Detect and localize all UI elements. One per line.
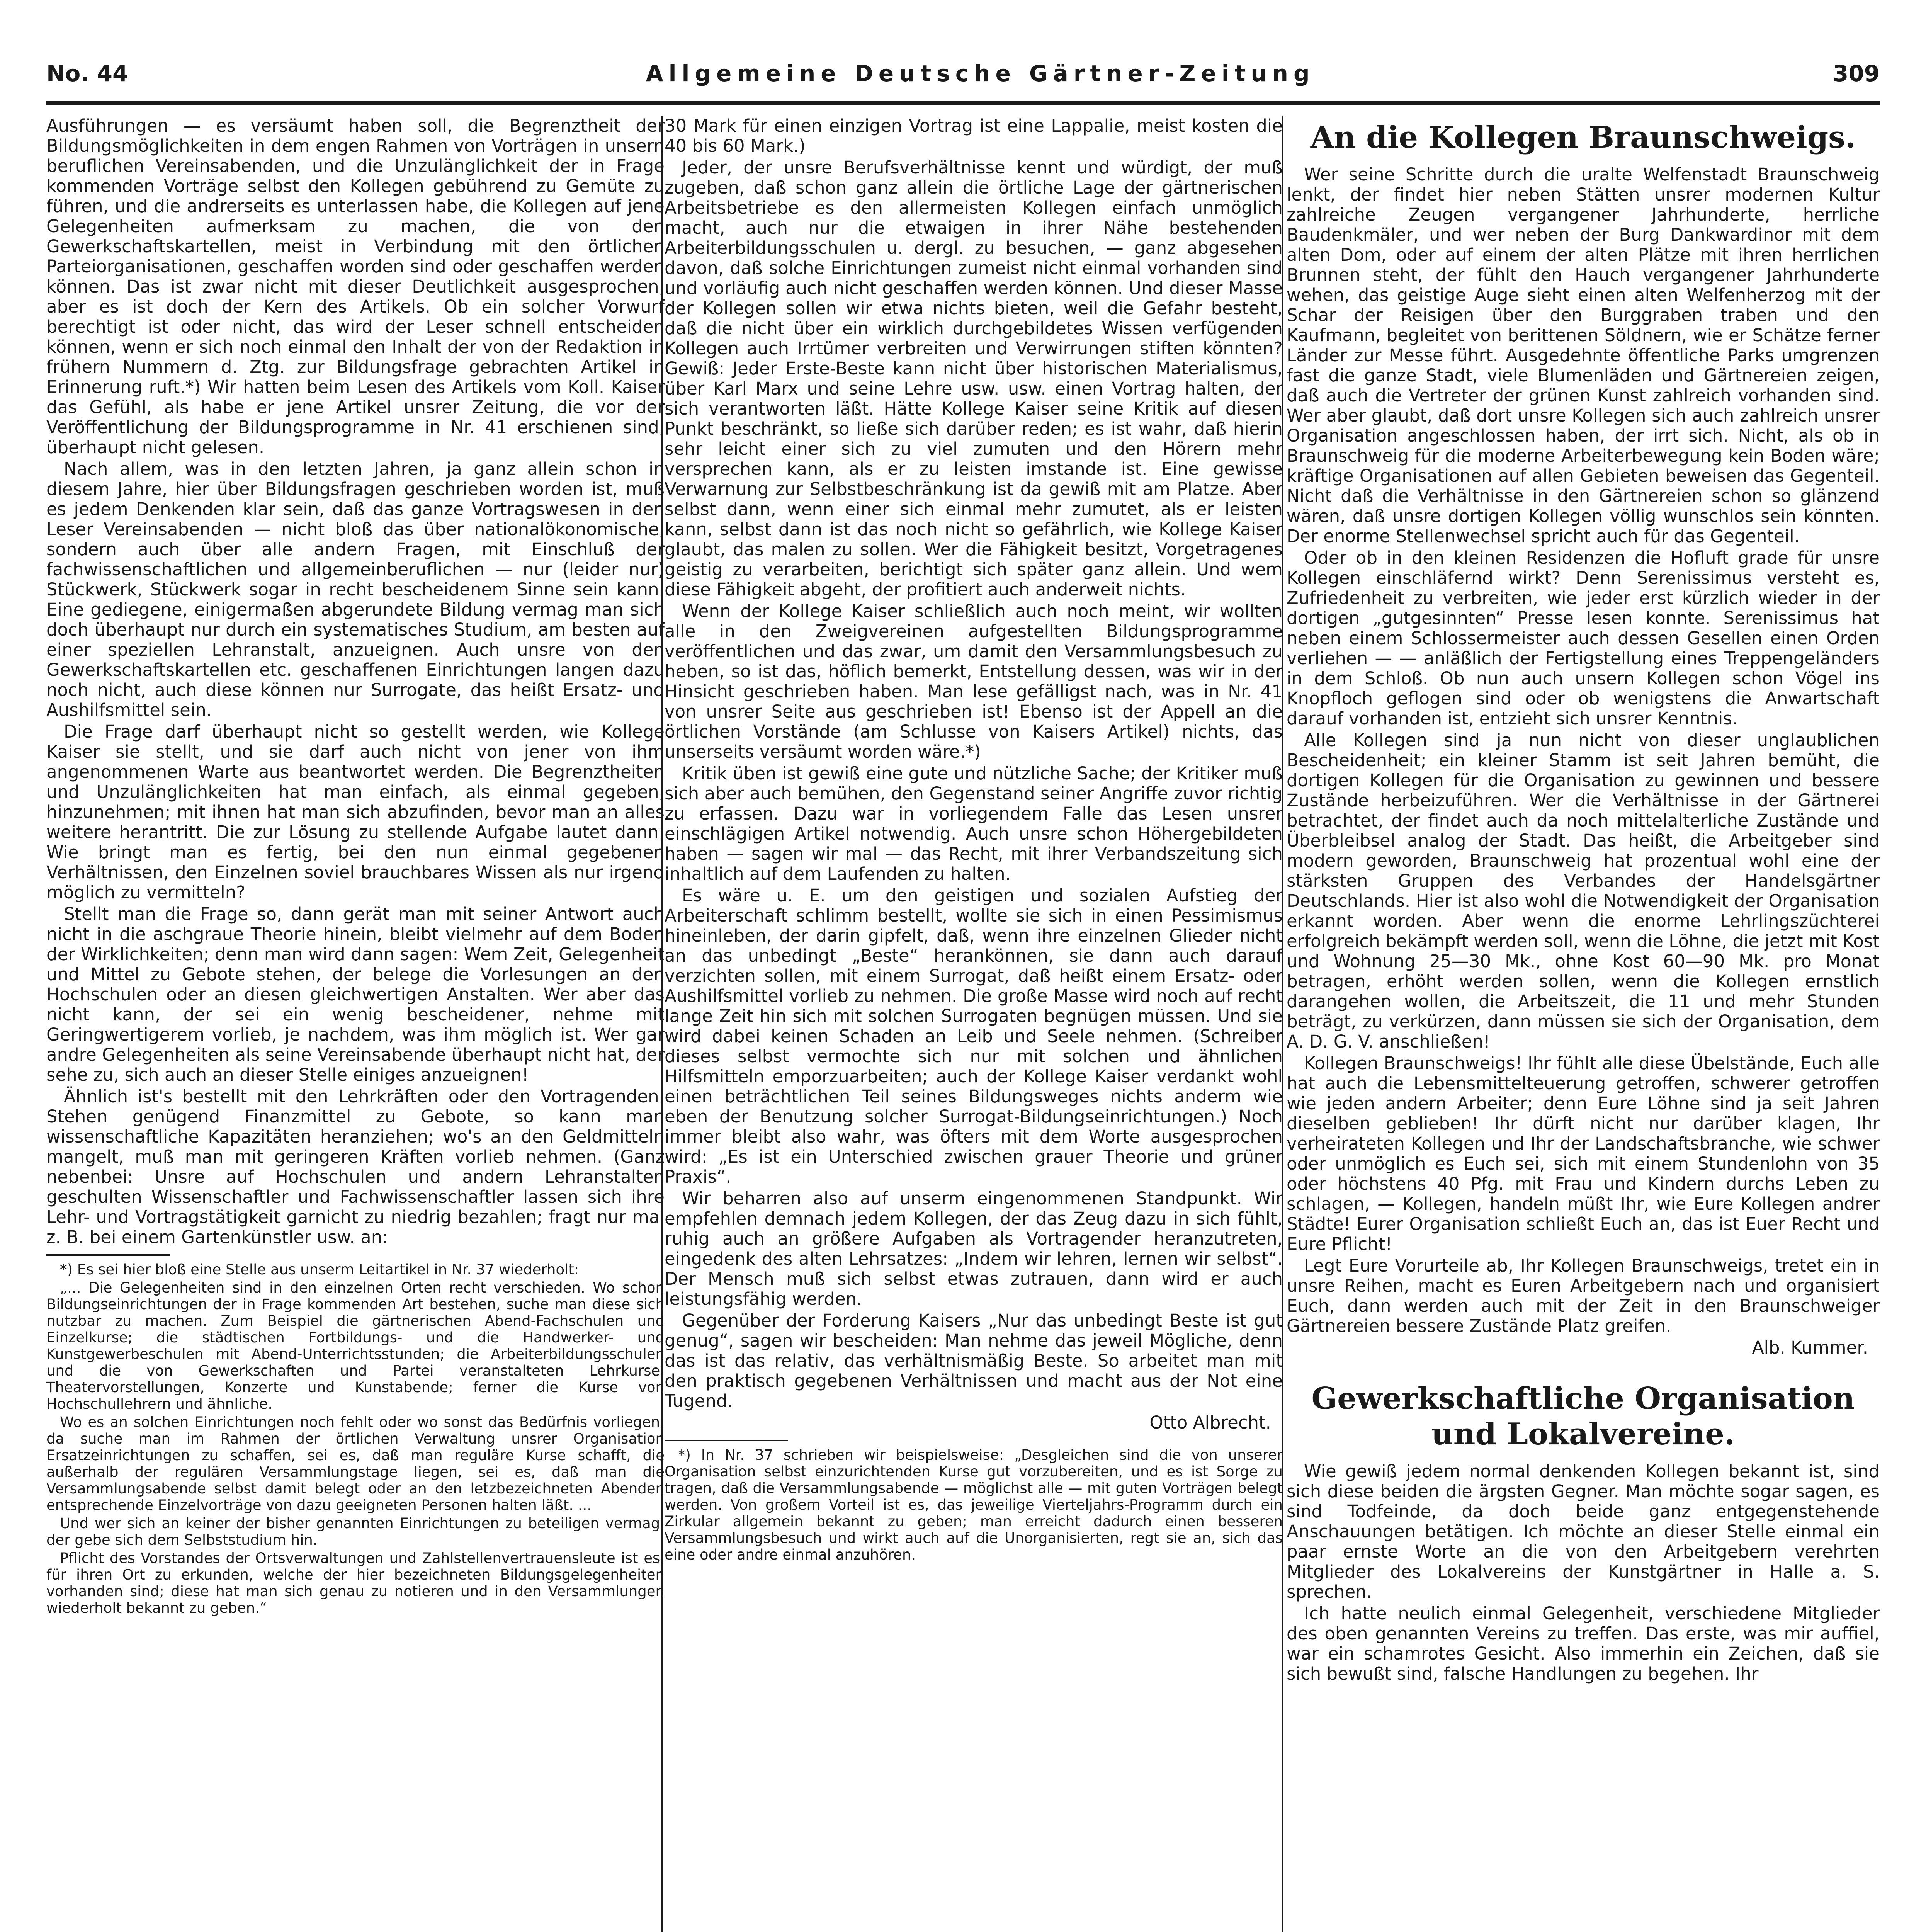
paragraph: Wer seine Schritte durch die uralte Welfenstadt Braunschweig lenkt, der findet hier neben Stätten unsrer modernen Kultur zahlreiche Zeugen vergangener Jahrhunderte, herrliche Baudenkmäler, und wer neben der Burg Dankwardinor mit dem alten Dom, oder auf einem der alten Plätze mit ihren herrlichen Brunnen steht, der fühlt den Hauch vergangener Jahrhunderte wehen, das geistige Auge sieht einen alten Welfenherzog mit der Schar der Reisigen über den Burggraben traben und den Kaufmann, begleitet von berittenen Söldnern, wie er Schätze ferner Länder zur Messe führt. Ausgedehnte öffentliche Parks umgrenzen fast die ganze Stadt, viele Blumenläden und Gärtnereien zeigen, daß auch die Vertreter der grünen Kunst zahlreich vorhanden sind. Wer aber glaubt, daß dort unsre Kollegen sich auch zahlreich unsrer Organisation angeschlossen haben, der irrt sich. Nicht, als ob in Braunschweig für die moderne Arbeiterbewegung kein Boden wäre; kräftige Organisationen auf allen Gebieten beweisen das Gegenteil. Nicht daß die Verhältnisse in den Gärtnereien schon so glänzend wären, daß unsre dortigen Kollegen völlig wunschlos sein könnten. Der enorme Stellenwechsel spricht auch für das Gegenteil. [1287,164,1880,546]
paragraph: Ich hatte neulich einmal Gelegenheit, verschiedene Mitglieder des oben genannten Vereins zu treffen. Das erste, was mir auffiel, war ein schamrotes Gesicht. Also immerhin ein Zeichen, daß sie sich bewußt sind, falsche Handlungen zu begehen. Ihr [1287,1603,1880,1684]
paragraph: Gegenüber der Forderung Kaisers „Nur das unbedingt Beste ist gut genug“, sagen wir bescheiden: Man nehme das jeweil Mögliche, denn das ist das relativ, das verhältnismäßig Beste. So arbeitet man mit den praktisch gegebenen Verhältnissen und macht aus der Not eine Tugend. [665,1310,1283,1411]
paragraph: Wir beharren also auf unserm eingenommenen Standpunkt. Wir empfehlen demnach jedem Kollegen, der das Zeug dazu in sich fühlt, ruhig auch an größere Aufgaben als Vortragender heranzutreten, eingedenk des alten Lehrsatzes: „Indem wir lehren, lernen wir selbst“. Der Mensch muß sich selbst etwas zutrauen, dann wird er auch leistungsfähig werden. [665,1188,1283,1309]
paragraph: Oder ob in den kleinen Residenzen die Hofluft grade für unsre Kollegen einschläfernd wirkt? Denn Serenissimus versteht es, Zufriedenheit zu verbreiten, wie jeder erst kürzlich wieder in der dortigen „gutgesinnten“ Presse lesen konnte. Serenissimus hat neben einem Schlossermeister auch dessen Gesellen einen Orden verliehen — — anläßlich der Fertigstellung eines Treppengeländers in dem Schloß. Ob nun auch unsern Kollegen schon Vögel ins Knopfloch geflogen sind oder ob wenigstens die Anwartschaft darauf vorhanden ist, entzieht sich unsrer Kenntnis. [1287,548,1880,729]
issue-number: No. 44 [46,60,128,87]
paragraph: Es wäre u. E. um den geistigen und sozialen Aufstieg der Arbeiterschaft schlimm bestellt, wollte sie sich in einen Pessimismus hineinleben, der darin gipfelt, daß, wenn ihre einzelnen Glieder nicht an das unbedingt „Beste“ herankönnen, sie dann auch darauf verzichten sollen, mit einem Surrogat, daß heißt einem Ersatz- oder Aushilfsmittel vorlieb zu nehmen. Die große Masse wird noch auf recht lange Zeit hin sich mit solchen Surrogaten begnügen müssen. Und sie wird dabei keinen Schaden an Leib und Seele nehmen. (Schreiber dieses selbst vermochte sich nur mit solchen und ähnlichen Hilfsmitteln emporzuarbeiten; auch der Kollege Kaiser verdankt wohl einen beträchtlichen Teil seines Bildungsweges nichts anderm wie eben der Benutzung solcher Surrogat-Bildungseinrichtungen.) Noch immer bleibt also wahr, was öfters mit dem Worte ausgesprochen wird: „Es ist ein Unterschied zwischen grauer Theorie und grüner Praxis“. [665,885,1283,1187]
column-2 [665,116,1283,1932]
paragraph: Legt Eure Vorurteile ab, Ihr Kollegen Braunschweigs, tretet ein in unsre Reihen, macht es Euren Arbeitgebern nach und organisiert Euch, dann werden auch mit der Zeit in den Braunschweiger Gärtnereien bessere Zustände Platz greifen. [1287,1255,1880,1336]
author-signature: Alb. Kummer. [1752,1337,1868,1358]
footnotes [46,1261,665,1616]
footnote-rule [46,1254,170,1256]
paragraph: Nach allem, was in den letzten Jahren, ja ganz allein schon in diesem Jahre, hier über Bildungsfragen geschrieben worden ist, muß es jedem Denkenden klar sein, daß das ganze Vortragswesen in den Leser Vereinsabenden — nicht bloß das über nationalökonomische, sondern auch über alle andern Fragen, mit Einschluß der fachwissenschaftlichen und allgemeinberuflichen — nur (leider nur) Stückwerk, Stückwerk sogar in recht bescheidenem Sinne sein kann. Eine gediegene, einigermaßen abgerundete Bildung vermag man sich doch überhaupt nur durch ein systematisches Studium, am besten auf einer speziellen Lehranstalt, anzueignen. Auch unsre von den Gewerkschaftskartellen etc. geschaffenen Einrichtungen langen dazu noch nicht, auch diese können nur Surrogate, das heißt Ersatz- und Aushilfsmittel sein. [46,459,665,720]
paragraph: Kritik üben ist gewiß eine gute und nützliche Sache; der Kritiker muß sich aber auch bemühen, den Gegenstand seiner Angriffe zuvor richtig zu erfassen. Dazu war in vorliegendem Falle das Lesen unsrer einschlägigen Artikel notwendig. Auch unsre schon Höhergebildeten haben — sagen wir mal — das Recht, mit ihrer Verbandszeitung sich inhaltlich auf dem Laufenden zu halten. [665,763,1283,884]
paragraph: Alle Kollegen sind ja nun nicht von dieser unglaublichen Bescheidenheit; ein kleiner Stamm ist seit Jahren bemüht, die dortigen Kollegen für die Organisation zu gewinnen und bessere Zustände herbeizuführen. Wer die Verhältnisse in der Gärtnerei betrachtet, der findet auch da noch mittelalterliche Zustände und Überbleibsel analog der Stadt. Das heißt, die Arbeitgeber sind modern geworden, Braunschweig hat prozentual wohl eine der stärksten Gruppen des Verbandes der Handelsgärtner Deutschlands. Hier ist also wohl die Notwendigkeit der Organisation erkannt worden. Aber wenn die enorme Lehrlingszüchterei erfolgreich bekämpft werden soll, wenn die Löhne, die jetzt mit Kost und Wohnung 25—30 Mk., ohne Kost 60—90 Mk. pro Monat betragen, erhöht werden sollen, wenn die Kollegen ernstlich darangehen wollen, die Arbeitszeit, die 11 und mehr Stunden beträgt, zu verkürzen, dann müssen sie sich der Organisation, dem A. D. G. V. anschließen! [1287,730,1880,1052]
article-title: An die Kollegen Braunschweigs. [1310,120,1856,155]
footnote: *) Es sei hier bloß eine Stelle aus unserm Leitartikel in Nr. 37 wiederholt: [60,1261,579,1278]
footnote: „... Die Gelegenheiten sind in den einzelnen Orten recht verschieden. Wo schon Bildungseinrichtungen der in Frage kommenden Art bestehen, suche man diese sich nutzbar zu machen. Zum Beispiel die gärtnerischen Abend-Fachschulen und Einzelkurse; die städtischen Fortbildungs- und die Handwerker- und Kunstgewerbeschulen mit Abend-Unterrichtsstunden; die Arbeiterbildungsschulen und die von Gewerkschaften und Partei veranstalteten Lehrkurse, Theatervorstellungen, Konzerte und Kunstabende; ferner die Kurse von Hochschullehrern und ähnliche. [46,1279,665,1412]
paragraph: Ausführungen — es versäumt haben soll, die Begrenztheit der Bildungsmöglichkeiten in dem engen Rahmen von Vorträgen in unsern beruflichen Vereinsabenden, und die Unzulänglichkeit der in Frage kommenden Vorträge selbst den Kollegen gebührend zu Gemüte zu führen, und die andrerseits es unterlassen habe, die Kollegen auf jene Gelegenheiten aufmerksam zu machen, die von den Gewerkschaftskartellen, meist in Verbindung mit den örtlichen Parteiorganisationen, geschaffen worden sind oder geschaffen werden können. Das ist zwar nicht mit dieser Deutlichkeit ausgesprochen, aber es ist doch der Kern des Artikels. Ob ein solcher Vorwurf berechtigt ist oder nicht, das wird der Leser schnell entscheiden können, wenn er sich noch einmal den Inhalt der von der Redaktion in frühern Nummern d. Ztg. zur Bildungsfrage gebrachten Artikel in Erinnerung ruft.*) Wir hatten beim Lesen des Artikels vom Koll. Kaiser das Gefühl, als habe er jene Artikel unsrer Zeitung, die vor der Veröffentlichung der Bildungsprogramme in Nr. 41 erschienen sind, überhaupt nicht gelesen. [46,116,665,457]
footnote: Und wer sich an keiner der bisher genannten Einrichtungen zu beteiligen vermag, der gebe sich dem Selbststudium hin. [46,1515,665,1548]
page-header [46,50,1880,97]
paragraph: Die Frage darf überhaupt nicht so gestellt werden, wie Kollege Kaiser sie stellt, und sie darf auch nicht von jener von ihm angenommenen Warte aus beantwortet werden. Die Begrenztheiten und Unzulänglichkeiten hat man einfach, als einmal gegeben, hinzunehmen; mit ihnen hat man sich abzufinden, bevor man an alles weitere herantritt. Die zur Lösung zu stellende Aufgabe lautet dann: Wie bringt man es fertig, bei den nun einmal gegebenen Verhältnissen, den Einzelnen soviel brauchbares Wissen als nur irgend möglich zu vermitteln? [46,721,665,903]
paragraph: 30 Mark für einen einzigen Vortrag ist eine Lappalie, meist kosten die 40 bis 60 Mark.) [665,116,1283,156]
page-number: 309 [1833,60,1880,87]
paragraph: Kollegen Braunschweigs! Ihr fühlt alle diese Übelstände, Euch alle hat auch die Lebensmittelteuerung getroffen, schwerer getroffen wie jeden andern Arbeiter; denn Eure Löhne sind ja seit Jahren dieselben geblieben! Ihr dürft nicht nur darüber klagen, Ihr verheirateten Kollegen und Ihr der Landschaftsbranche, wie schwer oder unmöglich es Euch sei, sich mit einem Stundenlohn von 35 oder höchstens 40 Pfg. mit Frau und Kindern durchs Leben zu schlagen, — Kollegen, handeln müßt Ihr, wie Eure Kollegen andrer Städte! Eurer Organisation schließt Euch an, das ist Euer Recht und Eure Pflicht! [1287,1053,1880,1254]
article-title: Gewerkschaftliche Organisation und Lokalvereine. [1311,1381,1855,1452]
footnote-rule [665,1440,788,1441]
paragraph: Jeder, der unsre Berufsverhältnisse kennt und würdigt, der muß zugeben, daß schon ganz allein die örtliche Lage der gärtnerischen Arbeitsbetriebe es den allermeisten Kollegen einfach unmöglich macht, auch nur die etwaigen in ihrer Nähe bestehenden Arbeiterbildungsschulen u. dergl. zu besuchen, — ganz abgesehen davon, daß solche Einrichtungen zumeist nicht einmal vorhanden sind und vorläufig auch nicht geschaffen werden können. Und dieser Masse der Kollegen sollen wir etwa nichts bieten, weil die Gefahr besteht, daß die nicht über ein wirklich durchgebildetes Wissen verfügenden Kollegen auch Irrtümer verbreiten und Verwirrungen stiften könnten? Gewiß: Jeder Erste-Beste kann nicht über historischen Materialismus, über Karl Marx und seine Lehre usw. usw. einen Vortrag halten, der sich verantworten läßt. Hätte Kollege Kaiser seine Kritik auf diesen Punkt beschränkt, so ließe sich darüber reden; es ist wahr, daß hierin sehr leicht einer sich zu viel zumuten und den Hörern mehr versprechen kann, als er zu leisten imstande ist. Eine gewisse Verwarnung zur Selbstbeschränkung ist da gewiß mit am Platze. Aber selbst dann, wenn einer sich einmal mehr zumutet, als er leisten kann, selbst dann ist das noch nicht so gefährlich, wie Kollege Kaiser glaubt, das malen zu sollen. Wer die Fähigkeit besitzt, Vorgetragenes geistig zu verarbeiten, berichtigt sich später ganz allein. Und wem diese Fähigkeit abgeht, der profitiert auch anderweit nichts. [665,157,1283,600]
paragraph: Wie gewiß jedem normal denkenden Kollegen bekannt ist, sind sich diese beiden die ärgsten Gegner. Man möchte sogar sagen, es sind Todfeinde, da doch beide ganz entgegenstehende Anschauungen betätigen. Ich möchte an dieser Stelle einmal ein paar ernste Worte an die von den Arbeitgebern verehrten Mitglieder des Lokalvereins der Kunstgärtner in Halle a. S. sprechen. [1287,1461,1880,1602]
author-signature: Otto Albrecht. [1149,1412,1271,1433]
column-1 [46,116,665,1932]
column-3 [1287,116,1880,1932]
newspaper-title: Allgemeine Deutsche Gärtner-Zeitung [646,60,1315,87]
footnote: Wo es an solchen Einrichtungen noch fehlt oder wo sonst das Bedürfnis vorliegen, da suche man im Rahmen der örtlichen Verwaltung unsrer Organisation Ersatzeinrichtungen zu schaffen, sei es, daß man reguläre Kurse schafft, die außerhalb der regulären Versammlungstage liegen, sei es, daß man die Versammlungsabende selbst damit belegt oder an den letzbezeichneten Abenden entsprechende Einzelvorträge von dazu geeigneten Personen halten läßt. ... [46,1414,665,1514]
paragraph: Ähnlich ist's bestellt mit den Lehrkräften oder den Vortragenden. Stehen genügend Finanzmittel zu Gebote, so kann man wissenschaftliche Kapazitäten heranziehen; wo's an den Geldmitteln mangelt, muß man mit geringeren Kräften vorlieb nehmen. (Ganz nebenbei: Unsre auf Hochschulen und andern Lehranstalten geschulten Wissenschaftler und Fachwissenschaftler lassen sich ihre Lehr- und Vortragstätigkeit garnicht zu niedrig bezahlen; fragt nur mal z. B. bei einem Gartenkünstler usw. an: [46,1086,665,1247]
paragraph: Wenn der Kollege Kaiser schließlich auch noch meint, wir wollten alle in den Zweigvereinen aufgestellten Bildungsprogramme veröffentlichen und das zwar, um damit den Versammlungsbesuch zu heben, so ist das, höflich bemerkt, Entstellung dessen, was wir in der Hinsicht geschrieben haben. Man lese gefälligst nach, was in Nr. 41 von unsrer Seite aus geschrieben ist! Ebenso ist der Appell an die örtlichen Vorstände (am Schlusse von Kaisers Artikel) nichts, das unserseits versäumt worden wäre.*) [665,601,1283,762]
paragraph: Stellt man die Frage so, dann gerät man mit seiner Antwort auch nicht in die aschgraue Theorie hinein, bleibt vielmehr auf dem Boden der Wirklichkeiten; denn man wird dann sagen: Wem Zeit, Gelegenheit und Mittel zu Gebote stehen, der belege die Vorlesungen an den Hochschulen oder an diesen gleichwertigen Anstalten. Wer aber das nicht kann, der sei ein wenig bescheidener, nehme mit Geringwertigerem vorlieb, je nachdem, was ihm möglich ist. Wer gar andre Gelegenheiten als seine Vereinsabende überhaupt nicht hat, der sehe zu, sich auch an dieser Stelle einiges anzueignen! [46,904,665,1085]
footnotes [665,1447,1283,1563]
header-rule [46,101,1880,105]
footnote: *) In Nr. 37 schrieben wir beispielsweise: „Desgleichen sind die von unserer Organisation selbst einzurichtenden Kurse gut vorzubereiten, und es ist Sorge zu tragen, daß die Versammlungsabende — möglichst alle — mit guten Vorträgen belegt werden. Von großem Vorteil ist es, das jeweilige Vierteljahrs-Programm durch ein Zirkular allgemein bekannt zu geben; man erreicht dadurch einen besseren Versammlungsbesuch und wirkt auch auf die Unorganisierten, regt sie an, sich das eine oder andre einmal anzuhören. [665,1447,1283,1563]
footnote: Pflicht des Vorstandes der Ortsverwaltungen und Zahlstellenvertrauensleute ist es, für ihren Ort zu erkunden, welche der hier bezeichneten Bildungsgelegenheiten vorhanden sind; diese hat man sich genau zu notieren und in den Versammlungen wiederholt bekannt zu geben.“ [46,1550,665,1616]
